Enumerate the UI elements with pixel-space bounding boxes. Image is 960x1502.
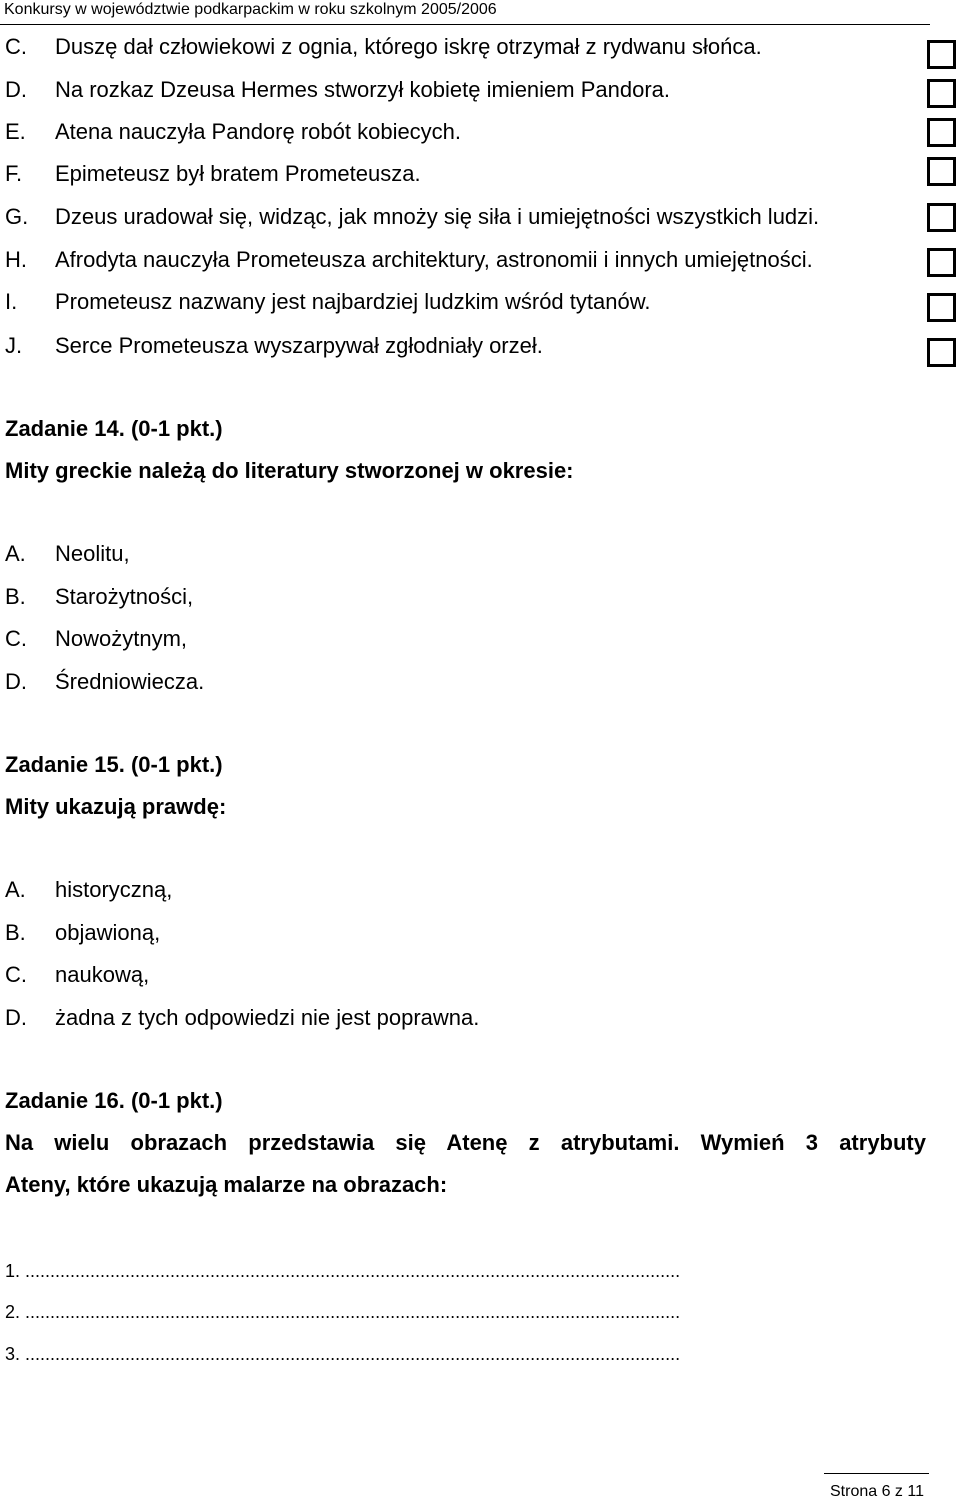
footer-divider — [824, 1473, 929, 1474]
option-letter: A. — [5, 877, 26, 902]
task-14-option-b[interactable] — [5, 584, 193, 610]
statement-letter: C. — [5, 34, 27, 59]
task-15-option-c[interactable] — [5, 962, 149, 988]
option-text: Średniowiecza. — [55, 669, 205, 694]
answer-checkbox-f[interactable] — [927, 157, 956, 186]
task-16-answer-line-1[interactable]: 1. ................................................................................................................................... — [5, 1261, 681, 1281]
statement-letter: J. — [5, 333, 23, 358]
statement-letter: E. — [5, 119, 26, 144]
option-text: naukową, — [55, 962, 150, 987]
task-15-option-b[interactable] — [5, 920, 160, 946]
statement-text: Epimeteusz był bratem Prometeusza. — [55, 161, 421, 186]
option-letter: B. — [5, 584, 26, 609]
task-15-option-a[interactable] — [5, 877, 172, 903]
statement-text: Dzeus uradował się, widząc, jak mnoży się siła i umiejętności wszystkich ludzi. — [55, 204, 820, 229]
option-letter: B. — [5, 920, 26, 945]
task-15-prompt: Mity ukazują prawdę: — [5, 794, 227, 819]
option-text: historyczną, — [55, 877, 173, 902]
task-16-prompt-line-2: Ateny, które ukazują malarze na obrazach: — [5, 1172, 448, 1197]
answer-checkbox-j[interactable] — [927, 338, 956, 367]
option-text: Nowożytnym, — [55, 626, 188, 651]
statement-h — [5, 247, 813, 273]
answer-checkbox-c[interactable] — [927, 40, 956, 69]
statement-text: Serce Prometeusza wyszarpywał zgłodniały orzeł. — [55, 333, 543, 358]
statement-letter: I. — [5, 289, 18, 314]
task-16-answer-line-2[interactable]: 2. ................................................................................................................................... — [5, 1302, 681, 1322]
task-14-option-c[interactable] — [5, 626, 187, 652]
answer-checkbox-g[interactable] — [927, 203, 956, 232]
statement-text: Na rozkaz Dzeusa Hermes stworzył kobietę imieniem Pandora. — [55, 77, 671, 102]
answer-checkbox-e[interactable] — [927, 118, 956, 147]
statement-letter: D. — [5, 77, 27, 102]
task-14-heading: Zadanie 14. (0-1 pkt.) — [5, 416, 223, 441]
statement-d — [5, 77, 670, 103]
header-divider — [0, 24, 930, 25]
task-14-option-a[interactable] — [5, 541, 130, 567]
task-16-prompt-line-1: Na wielu obrazach przedstawia się Atenę z atrybutami. Wymień 3 atrybuty — [5, 1130, 926, 1155]
option-text: Neolitu, — [55, 541, 130, 566]
statement-letter: F. — [5, 161, 23, 186]
page-header-title: Konkursy w województwie podkarpackim w roku szkolnym 2005/2006 — [4, 1, 497, 18]
task-16-heading: Zadanie 16. (0-1 pkt.) — [5, 1088, 223, 1113]
statement-letter: G. — [5, 204, 29, 229]
statement-f — [5, 161, 421, 187]
option-letter: D. — [5, 669, 27, 694]
statement-j — [5, 333, 543, 359]
answer-checkbox-i[interactable] — [927, 293, 956, 322]
option-text: Starożytności, — [55, 584, 194, 609]
statement-i — [5, 289, 651, 315]
statement-c — [5, 34, 762, 60]
statement-letter: H. — [5, 247, 27, 272]
statement-text: Atena nauczyła Pandorę robót kobiecych. — [55, 119, 462, 144]
statement-text: Duszę dał człowiekowi z ognia, którego iskrę otrzymał z rydwanu słońca. — [55, 34, 762, 59]
page-number: Strona 6 z 11 — [830, 1483, 924, 1500]
option-letter: D. — [5, 1005, 27, 1030]
statement-text: Afrodyta nauczyła Prometeusza architektury, astronomii i innych umiejętności. — [55, 247, 813, 272]
answer-checkbox-d[interactable] — [927, 79, 956, 108]
task-15-heading: Zadanie 15. (0-1 pkt.) — [5, 752, 223, 777]
option-letter: C. — [5, 962, 27, 987]
option-letter: C. — [5, 626, 27, 651]
option-letter: A. — [5, 541, 26, 566]
statement-g — [5, 204, 819, 230]
statement-text: Prometeusz nazwany jest najbardziej ludzkim wśród tytanów. — [55, 289, 651, 314]
task-15-option-d[interactable] — [5, 1005, 479, 1031]
answer-checkbox-h[interactable] — [927, 248, 956, 277]
statement-e — [5, 119, 461, 145]
task-14-prompt: Mity greckie należą do literatury stworzonej w okresie: — [5, 458, 574, 483]
task-16-answer-line-3[interactable]: 3. ................................................................................................................................... — [5, 1344, 681, 1364]
option-text: objawioną, — [55, 920, 161, 945]
option-text: żadna z tych odpowiedzi nie jest poprawna. — [55, 1005, 480, 1030]
task-14-option-d[interactable] — [5, 669, 204, 695]
